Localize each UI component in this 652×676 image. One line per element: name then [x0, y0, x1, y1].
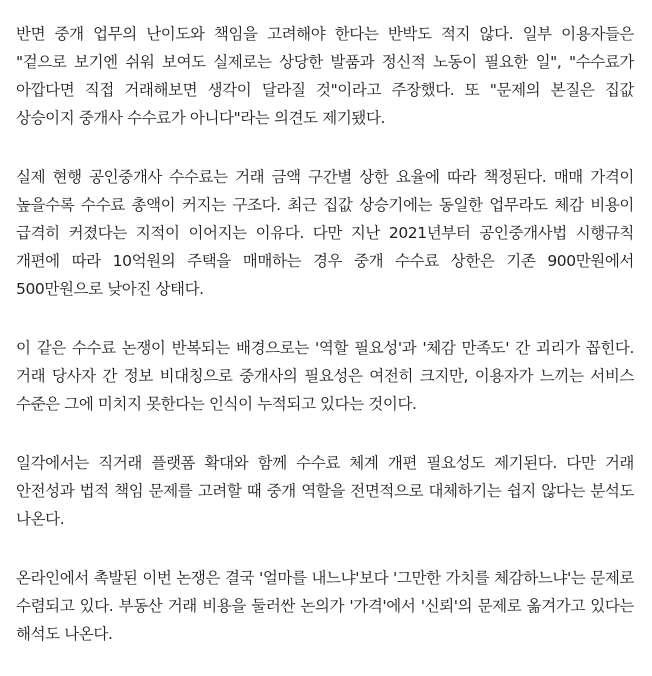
article-paragraph: 이 같은 수수료 논쟁이 반복되는 배경으로는 '역할 필요성'과 '체감 만족도' 간 괴리가 꼽힌다. 거래 당사자 간 정보 비대칭으로 중개사의 필요성은 여전히 크지만, 이용자가 느끼는 서비스 수준은 그에 미치지 못한다는 인식이 누적되고 있다는 것이다.	[16, 339, 634, 413]
article-paragraph: 실제 현행 공인중개사 수수료는 거래 금액 구간별 상한 요율에 따라 책정된다. 매매 가격이 높을수록 수수료 총액이 커지는 구조다. 최근 집값 상승기에는 동일한 업무라도 체감 비용이 급격히 커졌다는 지적이 이어지는 이유다. 다만 지난 2021년부터 공인중개사법 시행규칙 개편에 따라 10억원의 주택을 매매하는 경우 중개 수수료 상한은 기존 900만원에서 500만원으로 낮아진 상태다.	[16, 168, 634, 298]
article-paragraph: 반면 중개 업무의 난이도와 책임을 고려해야 한다는 반박도 적지 않다. 일부 이용자들은 "겉으로 보기엔 쉬워 보여도 실제로는 상당한 발품과 정신적 노동이 필요한 일", "수수료가 아깝다면 직접 거래해보면 생각이 달라질 것"이라고 주장했다. 또 "문제의 본질은 집값 상승이지 중개사 수수료가 아니다"라는 의견도 제기됐다.	[16, 25, 634, 127]
article-paragraph: 일각에서는 직거래 플랫폼 확대와 함께 수수료 체계 개편 필요성도 제기된다. 다만 거래 안전성과 법적 책임 문제를 고려할 때 중개 역할을 전면적으로 대체하기는 쉽지 않다는 분석도 나온다.	[16, 454, 634, 528]
article-paragraph: 온라인에서 촉발된 이번 논쟁은 결국 '얼마를 내느냐'보다 '그만한 가치를 체감하느냐'는 문제로 수렴되고 있다. 부동산 거래 비용을 둘러싼 논의가 '가격'에서 '신뢰'의 문제로 옮겨가고 있다는 해석도 나온다.	[16, 569, 634, 643]
